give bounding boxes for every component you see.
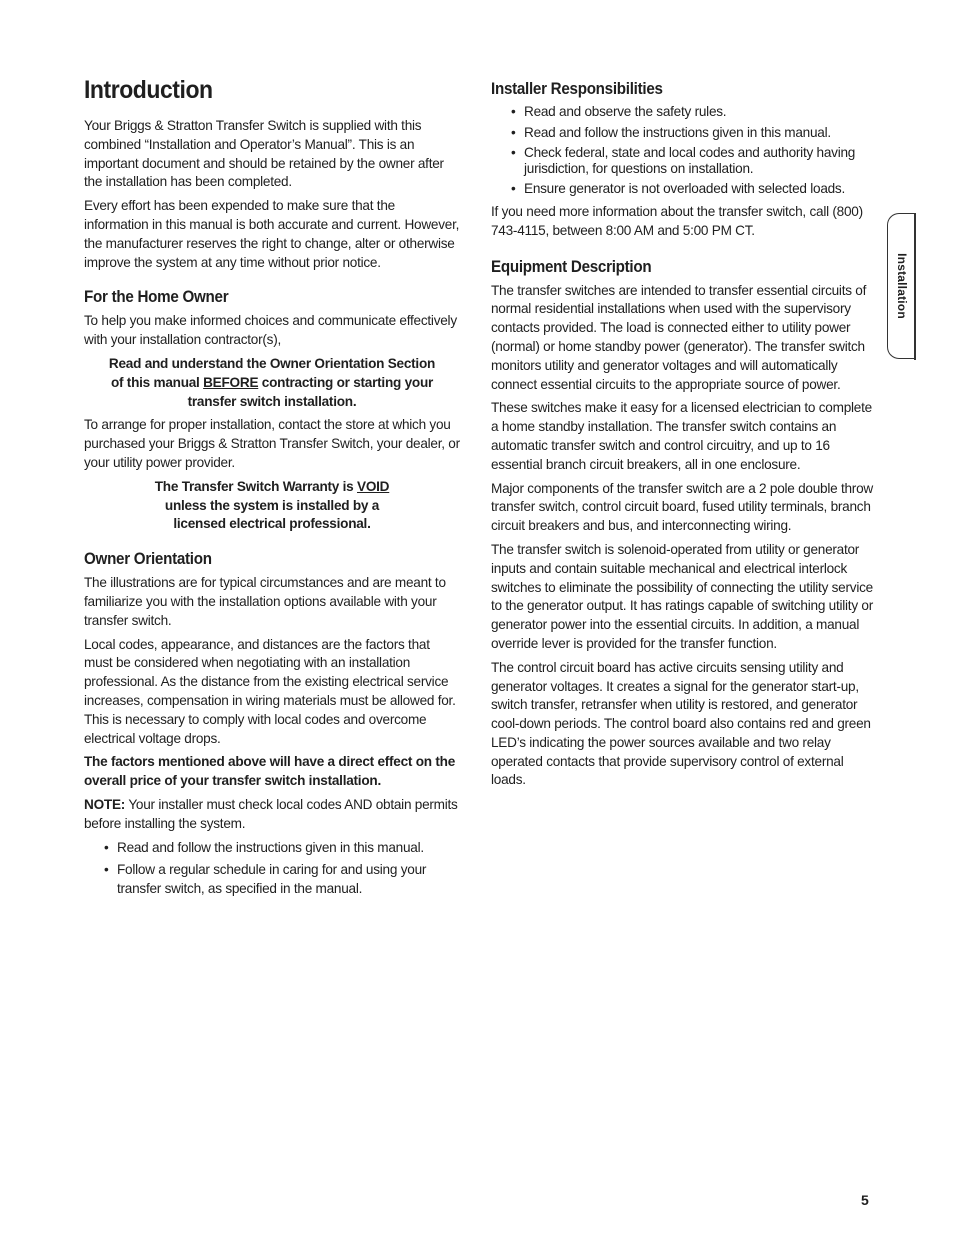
- left-column: [84, 76, 460, 905]
- list-item: • Ensure generator is not overloaded with selected loads.: [511, 181, 846, 197]
- home-owner-heading: For the Home Owner: [84, 288, 229, 307]
- section-tab-installation: [887, 213, 915, 359]
- list-item: • Follow a regular schedule in caring for and using your transfer switch, as specified in the manual.: [104, 862, 427, 897]
- equipment-heading: Equipment Description: [491, 257, 652, 276]
- owner-orientation-heading: Owner Orientation: [84, 550, 212, 569]
- intro-paragraph-1: Your Briggs & Stratton Transfer Switch is supplied with this combined “Installation and Operator’s Manual”. This is an important document and should be retained by the owner after the installation has been completed.: [84, 118, 444, 190]
- installer-contact-paragraph: If you need more information about the transfer switch, call (800) 743-4115, between 8:00 AM and 5:00 PM CT.: [491, 203, 863, 238]
- equipment-paragraph-4: The transfer switch is solenoid-operated from utility or generator inputs and contain suitable mechanical and electrical interlock switches to eliminate the possibility of connecting the utility service to the generator output. It has ratings capable of switching utility or generator power into the essential circuits. In addition, a manual override lever is provided for the transfer function.: [491, 541, 873, 651]
- equipment-paragraph-1: The transfer switches are intended to transfer essential circuits of normal residential installations when used with the supervisory contacts provided. The load is connected either to utility power (normal) or home standby power (generator). The transfer switch monitors utility and generator voltages and will automatically connect essential circuits to the appropriate source of power.: [491, 282, 867, 392]
- orientation-paragraph-2: Local codes, appearance, and distances are the factors that must be considered when negotiating with an installation professional. As the distance from the existing electrical service increases, compensation in wiring materials must be allowed for. This is necessary to comply with local codes and overcome electrical voltage drops.: [84, 636, 456, 746]
- section-tab-label: Installation: [894, 253, 909, 319]
- installer-heading: Installer Responsibilities: [491, 80, 663, 98]
- right-column: [491, 76, 873, 795]
- home-owner-paragraph-1: To help you make informed choices and communicate effectively with your installation contractor(s),: [84, 313, 457, 348]
- owner-bullet-list: [84, 839, 460, 899]
- list-item: • Read and follow the instructions given in this manual.: [104, 839, 424, 855]
- intro-paragraph-2: Every effort has been expended to make sure that the information in this manual is both accurate and current. However, the manufacturer reserves the right to change, alter or otherwise improve the system at any time without prior notice.: [84, 198, 460, 270]
- orientation-callout: Read and understand the Owner Orientation Section of this manual BEFORE contracting or starting your transfer switch installation.: [108, 355, 436, 409]
- home-owner-paragraph-2: To arrange for proper installation, contact the store at which you purchased your Briggs & Stratton Transfer Switch, your dealer, or your utility power provider.: [84, 417, 460, 470]
- list-item: • Read and follow the instructions given in this manual.: [511, 124, 831, 140]
- page-title: Introduction: [84, 76, 213, 104]
- list-item: • Check federal, state and local codes and authority having jurisdiction, for questions on installation.: [511, 145, 856, 176]
- list-item: • Read and observe the safety rules.: [511, 104, 727, 119]
- equipment-paragraph-3: Major components of the transfer switch are a 2 pole double throw transfer switch, control circuit board, fused utility terminals, branch circuit breakers and bus, and interconnecting wiring.: [491, 480, 873, 534]
- equipment-paragraph-5: The control circuit board has active circuits sensing utility and generator voltages. It creates a signal for the generator start-up, switch transfer, retransfer when utility is restored, and generator cool-down periods. The control board also contains red and green LED’s indicating the power sources available and two relay operated contacts that provide supervisory control of external loads.: [491, 659, 871, 788]
- installer-bullet-list: [491, 104, 873, 197]
- orientation-paragraph-1: The illustrations are for typical circumstances and are meant to familiarize you with the installation options available with your transfer switch.: [84, 575, 446, 628]
- warranty-callout: The Transfer Switch Warranty is VOID unless the system is installed by a licensed electrical professional.: [154, 478, 390, 532]
- page-number: 5: [861, 1192, 869, 1208]
- note-paragraph: NOTE: Your installer must check local codes AND obtain permits before installing the system.: [84, 796, 458, 831]
- price-warning: The factors mentioned above will have a direct effect on the overall price of your transfer switch installation.: [84, 754, 456, 789]
- equipment-paragraph-2: These switches make it easy for a licensed electrician to complete a home standby installation. The transfer switch contains an automatic transfer switch and control circuitry, and up to 16 essential branch circuit breakers, all in one enclosure.: [491, 400, 872, 472]
